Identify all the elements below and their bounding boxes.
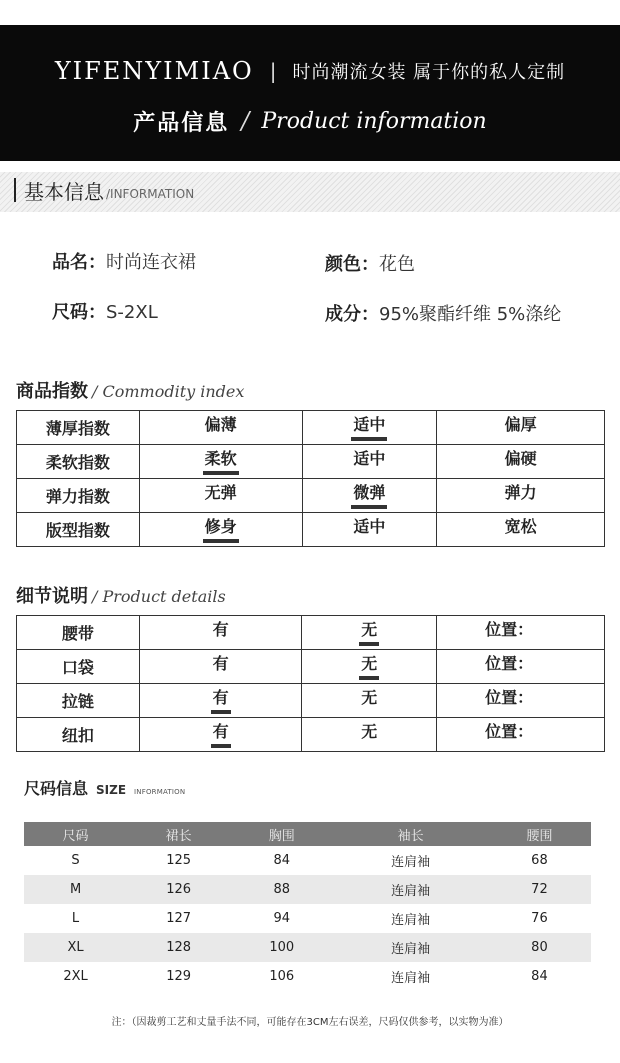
size-cell: 94 (273, 911, 290, 926)
commodity-index-table (16, 410, 605, 547)
product-info-cn: 产品信息 (133, 110, 230, 136)
details-option: 有 (212, 619, 229, 639)
details-row-label: 拉链 (17, 684, 140, 718)
index-option-selected: 微弹 (351, 484, 387, 509)
size-cell: 68 (531, 853, 548, 868)
size-row (24, 933, 591, 962)
product-material-value: 95%聚酯纤维 5%涤纶 (379, 304, 562, 325)
details-option: 无 (361, 721, 378, 741)
details-option-cell (437, 616, 605, 650)
details-option-cell (437, 684, 605, 718)
size-cell: 84 (273, 853, 290, 868)
size-cell: 88 (230, 875, 333, 904)
details-row-label: 腰带 (17, 616, 140, 650)
details-option-cell (139, 616, 302, 650)
index-row-label: 柔软指数 (17, 445, 140, 479)
index-row (17, 411, 605, 445)
product-name (52, 248, 196, 274)
size-cell: M (24, 875, 127, 904)
index-option-selected: 适中 (351, 416, 387, 441)
brand-row (0, 55, 620, 87)
product-material (325, 300, 561, 326)
product-details-title: 细节说明 (16, 586, 88, 607)
size-column-header: 尺码 (24, 822, 127, 846)
product-info-separator: / (241, 107, 250, 135)
index-option-cell (302, 479, 437, 513)
details-option-selected: 有 (211, 723, 231, 748)
index-row (17, 513, 605, 547)
details-row (17, 718, 605, 752)
details-option-cell (302, 616, 437, 650)
size-cell: 连肩袖 (333, 933, 488, 962)
details-option: 位置： (485, 687, 534, 707)
size-cell: 80 (488, 933, 591, 962)
index-option-cell (302, 445, 437, 479)
size-cell: 84 (531, 969, 548, 984)
product-info-en: Product information (261, 108, 487, 134)
product-size (52, 298, 158, 324)
heading-bar (14, 178, 16, 202)
product-material-label: 成分： (325, 304, 379, 325)
size-row (24, 904, 591, 933)
size-info-subtitle-small: INFORMATION (134, 788, 186, 796)
index-option-selected: 柔软 (203, 450, 239, 475)
index-option: 弹力 (504, 482, 537, 502)
details-option-cell (302, 684, 437, 718)
brand-separator: | (269, 59, 277, 83)
product-color-value: 花色 (379, 254, 415, 275)
basic-info-title: 基本信息 (24, 180, 104, 204)
index-option: 宽松 (504, 516, 537, 536)
index-option-cell (437, 513, 605, 547)
size-cell: L (71, 911, 80, 926)
index-row (17, 445, 605, 479)
brand-tagline: 时尚潮流女装 属于你的私人定制 (292, 62, 566, 83)
index-option-cell (302, 411, 437, 445)
product-size-label: 尺码： (52, 302, 106, 323)
details-option-cell (139, 650, 302, 684)
commodity-index-heading (16, 377, 244, 403)
size-info-subtitle: SIZE (96, 783, 127, 797)
size-cell: 76 (531, 911, 548, 926)
product-info-heading (0, 104, 620, 138)
index-option-cell (437, 411, 605, 445)
details-option: 位置： (485, 653, 534, 673)
product-details-subtitle: / Product details (92, 587, 226, 606)
size-cell: 连肩袖 (391, 913, 431, 928)
product-details-table (16, 615, 605, 752)
size-cell: 连肩袖 (391, 855, 431, 870)
size-table (24, 822, 591, 991)
product-name-label: 品名： (52, 252, 106, 273)
index-option-selected: 修身 (203, 518, 239, 543)
details-option: 位置： (485, 721, 534, 741)
size-row (24, 846, 591, 875)
index-option-cell (139, 411, 302, 445)
size-column-header: 腰围 (488, 822, 591, 846)
details-option: 有 (212, 653, 229, 673)
product-color (325, 250, 415, 276)
product-size-value: S-2XL (106, 302, 158, 323)
size-column-header: 胸围 (230, 822, 333, 846)
size-cell: 128 (127, 933, 230, 962)
details-option-cell (437, 650, 605, 684)
index-option-cell (437, 479, 605, 513)
details-option-cell (139, 718, 302, 752)
size-cell: 连肩袖 (333, 875, 488, 904)
size-cell: XL (24, 933, 127, 962)
size-cell: 125 (166, 853, 192, 868)
size-column-header: 裙长 (127, 822, 230, 846)
size-cell: 126 (127, 875, 230, 904)
index-row (17, 479, 605, 513)
details-row (17, 616, 605, 650)
index-option: 适中 (353, 516, 386, 536)
product-name-value: 时尚连衣裙 (106, 252, 196, 273)
size-cell: 106 (269, 969, 295, 984)
size-row (24, 875, 591, 904)
index-option-cell (139, 479, 302, 513)
index-row-label: 薄厚指数 (17, 411, 140, 445)
size-info-heading (24, 776, 185, 799)
brand-name: YIFENYIMIAO (54, 57, 254, 85)
basic-info-heading (14, 176, 194, 205)
index-option: 偏硬 (504, 448, 537, 468)
index-option-cell (139, 513, 302, 547)
details-row (17, 684, 605, 718)
size-column-header: 袖长 (333, 822, 488, 846)
index-option: 偏厚 (504, 414, 537, 434)
header-banner (0, 25, 620, 161)
index-option-cell (437, 445, 605, 479)
index-option: 无弹 (204, 482, 237, 502)
details-option-cell (302, 650, 437, 684)
size-cell: 连肩袖 (391, 971, 431, 986)
commodity-index-title: 商品指数 (16, 381, 88, 402)
index-option: 适中 (353, 448, 386, 468)
details-option-cell (139, 684, 302, 718)
size-cell: 2XL (63, 969, 88, 984)
details-row-label: 纽扣 (17, 718, 140, 752)
details-option: 位置： (485, 619, 534, 639)
details-option-cell (437, 718, 605, 752)
product-details-heading (16, 582, 226, 608)
details-row-label: 口袋 (17, 650, 140, 684)
details-option-selected: 有 (211, 689, 231, 714)
size-cell: S (71, 853, 80, 868)
details-row (17, 650, 605, 684)
index-row-label: 版型指数 (17, 513, 140, 547)
details-option-cell (302, 718, 437, 752)
basic-info-subtitle: /INFORMATION (106, 187, 195, 201)
product-color-label: 颜色： (325, 254, 379, 275)
size-cell: 100 (230, 933, 333, 962)
size-note: 注：（因裁剪工艺和丈量手法不同，可能存在3CM左右误差，尺码仅供参考，以实物为准） (111, 1017, 509, 1028)
details-option-selected: 无 (359, 655, 379, 680)
index-row-label: 弹力指数 (17, 479, 140, 513)
commodity-index-subtitle: / Commodity index (92, 382, 245, 401)
index-option-cell (139, 445, 302, 479)
index-option: 偏薄 (204, 414, 237, 434)
size-row (24, 962, 591, 991)
size-cell: 72 (488, 875, 591, 904)
details-option: 无 (361, 687, 378, 707)
size-info-title: 尺码信息 (24, 779, 89, 798)
size-cell: 129 (166, 969, 192, 984)
size-cell: 127 (166, 911, 192, 926)
index-option-cell (302, 513, 437, 547)
details-option-selected: 无 (359, 621, 379, 646)
